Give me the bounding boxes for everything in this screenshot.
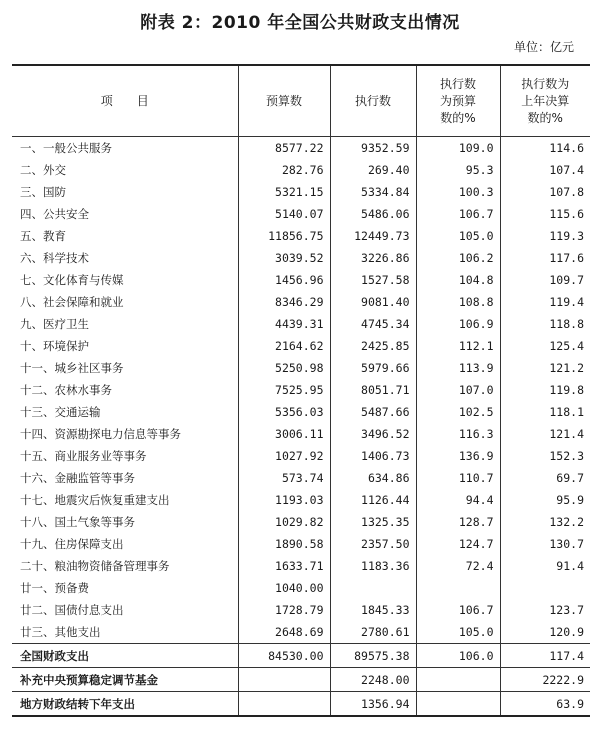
row-label: 十九、住房保障支出 [20,537,124,551]
row-pct-last: 109.7 [500,269,590,291]
row-label: 十二、农林水事务 [20,383,112,397]
row-budget: 3006.11 [238,423,330,445]
row-pct-last: 130.7 [500,533,590,555]
row-label: 十五、商业服务业等事务 [20,449,147,463]
header-budget: 预算数 [238,65,330,137]
total-row [12,644,590,668]
row-budget: 1728.79 [238,599,330,621]
row-budget: 5356.03 [238,401,330,423]
table-row [12,401,590,423]
table-row [12,379,590,401]
row-label: 廿一、预备费 [20,581,89,595]
row-pct-last: 117.4 [500,644,590,668]
table-row [12,423,590,445]
total-row [12,668,590,692]
row-budget [238,692,330,717]
row-label: 一、一般公共服务 [20,141,112,155]
table-header-row [12,65,590,137]
row-actual: 8051.71 [330,379,416,401]
row-budget: 1027.92 [238,445,330,467]
header-pct-last [500,65,590,137]
row-label: 全国财政支出 [12,644,238,668]
row-budget: 1456.96 [238,269,330,291]
row-budget: 1633.71 [238,555,330,577]
row-budget: 5321.15 [238,181,330,203]
row-label: 十四、资源勘探电力信息等事务 [20,427,181,441]
header-line: 执行数 [439,76,476,91]
row-actual: 1845.33 [330,599,416,621]
row-pct-last: 114.6 [500,137,590,160]
header-pct-budget [416,65,500,137]
row-pct-budget: 124.7 [416,533,500,555]
row-actual: 1325.35 [330,511,416,533]
row-pct-budget [416,692,500,717]
table-row [12,203,590,225]
row-budget: 8346.29 [238,291,330,313]
row-actual: 2248.00 [330,668,416,692]
row-actual: 12449.73 [330,225,416,247]
row-label: 九、医疗卫生 [20,317,89,331]
row-pct-last: 117.6 [500,247,590,269]
header-actual: 执行数 [330,65,416,137]
table-row [12,467,590,489]
table-row [12,159,590,181]
row-pct-budget: 113.9 [416,357,500,379]
row-actual: 3496.52 [330,423,416,445]
row-label: 廿二、国债付息支出 [20,603,124,617]
row-label: 六、科学技术 [20,251,89,265]
row-actual: 1183.36 [330,555,416,577]
total-row [12,692,590,717]
row-budget: 5250.98 [238,357,330,379]
row-pct-last: 2222.9 [500,668,590,692]
unit-label: 单位：亿元 [513,40,574,54]
row-pct-budget: 94.4 [416,489,500,511]
row-pct-budget: 104.8 [416,269,500,291]
row-budget: 2648.69 [238,621,330,644]
row-label: 十七、地震灾后恢复重建支出 [20,493,170,507]
header-line: 为预算 [439,93,476,108]
row-budget: 11856.75 [238,225,330,247]
row-label: 五、教育 [20,229,66,243]
row-budget: 282.76 [238,159,330,181]
row-label: 廿三、其他支出 [20,625,101,639]
row-pct-budget: 95.3 [416,159,500,181]
row-actual: 9081.40 [330,291,416,313]
table-row [12,247,590,269]
row-actual: 9352.59 [330,137,416,160]
row-pct-last: 123.7 [500,599,590,621]
table-row [12,555,590,577]
row-label: 地方财政结转下年支出 [12,692,238,717]
row-actual: 4745.34 [330,313,416,335]
row-label: 七、文化体育与传媒 [20,273,124,287]
row-actual: 5334.84 [330,181,416,203]
table-row [12,313,590,335]
row-budget: 84530.00 [238,644,330,668]
row-pct-budget: 106.2 [416,247,500,269]
row-budget [238,668,330,692]
row-actual: 2357.50 [330,533,416,555]
row-actual: 5486.06 [330,203,416,225]
header-line: 执行数为 [521,76,570,91]
row-actual: 2780.61 [330,621,416,644]
row-pct-last: 107.8 [500,181,590,203]
row-pct-last: 121.2 [500,357,590,379]
row-label: 三、国防 [20,185,66,199]
row-pct-budget: 108.8 [416,291,500,313]
row-budget: 5140.07 [238,203,330,225]
row-pct-budget: 106.0 [416,644,500,668]
row-pct-budget: 106.7 [416,599,500,621]
row-pct-budget: 106.9 [416,313,500,335]
table-row [12,225,590,247]
table-row [12,577,590,599]
row-actual: 2425.85 [330,335,416,357]
table-row [12,621,590,644]
row-actual: 5979.66 [330,357,416,379]
row-budget: 2164.62 [238,335,330,357]
row-actual: 1406.73 [330,445,416,467]
row-pct-budget: 100.3 [416,181,500,203]
row-pct-last: 63.9 [500,692,590,717]
table-row [12,137,590,160]
row-pct-last: 91.4 [500,555,590,577]
row-pct-budget: 128.7 [416,511,500,533]
header-line: 数的% [527,110,563,125]
row-actual [330,577,416,599]
table-row [12,445,590,467]
row-budget: 1040.00 [238,577,330,599]
row-pct-last: 132.2 [500,511,590,533]
row-pct-budget: 107.0 [416,379,500,401]
table-row [12,357,590,379]
row-pct-last: 119.8 [500,379,590,401]
row-pct-last: 107.4 [500,159,590,181]
table-row [12,511,590,533]
table-row [12,291,590,313]
row-pct-budget [416,668,500,692]
row-actual: 1527.58 [330,269,416,291]
row-label: 补充中央预算稳定调节基金 [12,668,238,692]
row-budget: 1029.82 [238,511,330,533]
table-row [12,533,590,555]
row-pct-budget: 106.7 [416,203,500,225]
row-budget: 1890.58 [238,533,330,555]
table-row [12,181,590,203]
row-pct-last: 125.4 [500,335,590,357]
table-row [12,599,590,621]
table-row [12,269,590,291]
row-pct-budget: 105.0 [416,225,500,247]
page-title: 附表 2：2010 年全国公共财政支出情况 [140,13,460,33]
row-pct-last: 118.8 [500,313,590,335]
row-label: 十一、城乡社区事务 [20,361,124,375]
row-pct-budget: 110.7 [416,467,500,489]
row-budget: 3039.52 [238,247,330,269]
row-pct-budget: 109.0 [416,137,500,160]
row-pct-last: 95.9 [500,489,590,511]
row-pct-last: 119.4 [500,291,590,313]
row-pct-budget [416,577,500,599]
row-actual: 269.40 [330,159,416,181]
row-pct-last: 119.3 [500,225,590,247]
row-label: 十三、交通运输 [20,405,101,419]
row-pct-last: 120.9 [500,621,590,644]
row-actual: 634.86 [330,467,416,489]
row-label: 二十、粮油物资储备管理事务 [20,559,170,573]
header-line: 数的% [440,110,476,125]
row-pct-last [500,577,590,599]
row-actual: 5487.66 [330,401,416,423]
row-pct-budget: 136.9 [416,445,500,467]
row-label: 四、公共安全 [20,207,89,221]
row-budget: 4439.31 [238,313,330,335]
row-actual: 3226.86 [330,247,416,269]
row-pct-last: 69.7 [500,467,590,489]
row-pct-last: 152.3 [500,445,590,467]
row-label: 十六、金融监管等事务 [20,471,135,485]
header-line: 上年决算 [521,93,570,108]
row-pct-budget: 112.1 [416,335,500,357]
row-label: 十八、国土气象等事务 [20,515,135,529]
row-pct-budget: 72.4 [416,555,500,577]
expenditure-table [12,64,590,717]
row-budget: 8577.22 [238,137,330,160]
row-pct-last: 118.1 [500,401,590,423]
row-pct-last: 115.6 [500,203,590,225]
header-item: 项 目 [12,65,238,137]
row-pct-budget: 116.3 [416,423,500,445]
row-label: 二、外交 [20,163,66,177]
row-budget: 1193.03 [238,489,330,511]
row-label: 十、环境保护 [20,339,89,353]
row-label: 八、社会保障和就业 [20,295,124,309]
table-row [12,489,590,511]
row-actual: 1356.94 [330,692,416,717]
table-row [12,335,590,357]
row-pct-budget: 105.0 [416,621,500,644]
row-budget: 7525.95 [238,379,330,401]
row-actual: 89575.38 [330,644,416,668]
row-pct-last: 121.4 [500,423,590,445]
row-pct-budget: 102.5 [416,401,500,423]
row-actual: 1126.44 [330,489,416,511]
row-budget: 573.74 [238,467,330,489]
